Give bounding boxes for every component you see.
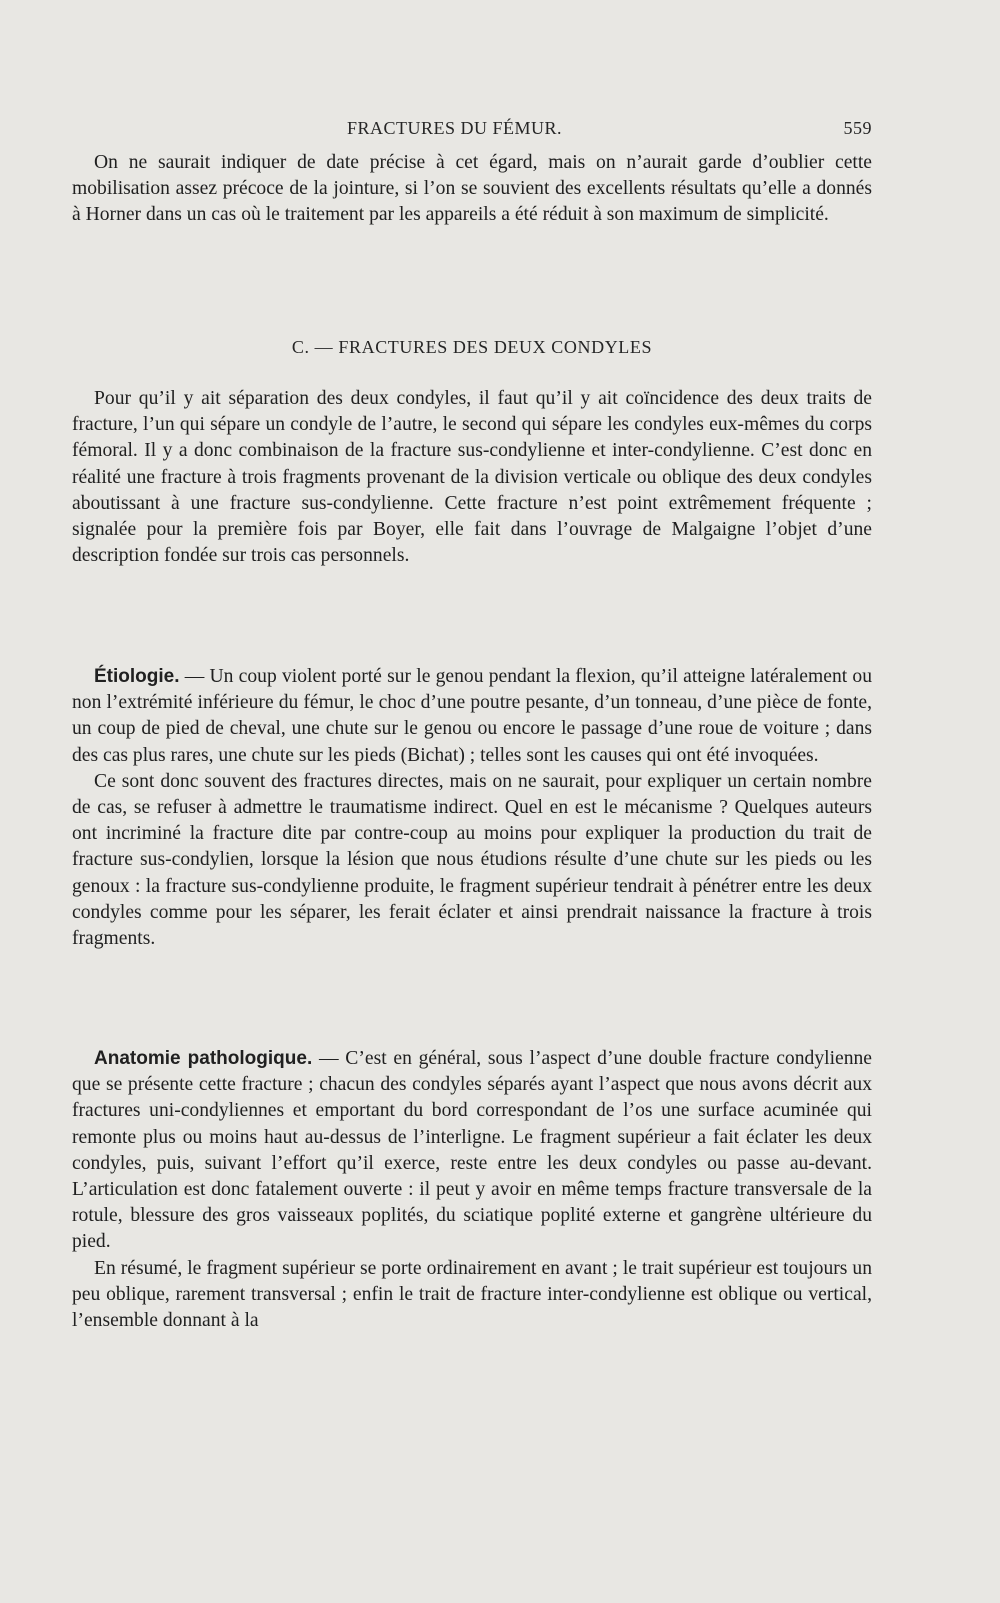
- intro-block: [72, 150, 872, 229]
- anatomie-label: Anatomie pathologique.: [94, 1048, 313, 1069]
- anatomie-text: — C’est en général, sous l’aspect d’une double fracture condylienne que se présente cette fracture ; chacun des condyles séparés ayant l’aspect que nous avons décrit aux fractures uni-condyliennes et emportant du bord correspondant de l’os une surface acuminée qui remonte plus ou moins haut au-dessus de l’interligne. Le fragment supérieur a fait éclater les deux condyles, puis, suivant l’effort qu’il exerce, reste entre les deux condyles ou passe au-devant. L’articulation est donc fatalement ouverte : il peut y avoir en même temps fracture transversale de la rotule, blessure des gros vaisseaux poplités, du sciatique poplité externe et gangrène ultérieure du pied.: [72, 1048, 872, 1253]
- anatomie-section: [72, 1046, 872, 1334]
- section-heading: C. — FRACTURES DES DEUX CONDYLES: [291, 337, 653, 357]
- page-number: 559: [843, 118, 872, 138]
- anatomie-paragraph: [72, 1046, 872, 1256]
- intro-paragraph: On ne saurait indiquer de date précise à cet égard, mais on n’aurait garde d’oublier cette mobilisation assez précoce de la jointure, si l’on se souvient des excellents résultats qu’elle a donnés à Horner dans un cas où le traitement par les appareils a été réduit à son maximum de simplicité.: [72, 152, 872, 226]
- etiologie-section: [72, 664, 872, 952]
- etiologie-text: — Un coup violent porté sur le genou pendant la flexion, qu’il atteigne latéralement ou non l’extrémité inférieure du fémur, le choc d’une poutre pesante, d’un tonneau, d’une pièce de fonte, un coup de pied de cheval, une chute sur le genou ou encore le passage d’une roue de voiture ; dans des cas plus rares, une chute sur les pieds (Bichat) ; telles sont les causes qui ont été invoquées.: [72, 666, 872, 766]
- section-body: [72, 386, 872, 569]
- section-paragraph: Pour qu’il y ait séparation des deux condyles, il faut qu’il y ait coïncidence des deux traits de fracture, l’un qui sépare un condyle de l’autre, le second qui sépare les condyles eux-mêmes du corps fémoral. Il y a donc combinaison de la fracture sus-condylienne et inter-condylienne. C’est donc en réalité une fracture à trois fragments provenant de la division verticale ou oblique des deux condyles aboutissant à une fracture sus-condylienne. Cette fracture n’est point extrêmement fréquente ; signalée pour la première fois par Boyer, elle fait dans l’ouvrage de Malgaigne l’objet d’une description fondée sur trois cas personnels.: [72, 388, 872, 567]
- running-head: [72, 118, 872, 146]
- anatomie-paragraph-2: En résumé, le fragment supérieur se porte ordinairement en avant ; le trait supérieur est toujours un peu oblique, rarement transversal ; enfin le trait de fracture inter-condylienne est oblique ou vertical, l’ensemble donnant à la: [72, 1257, 872, 1332]
- etiologie-paragraph-2: Ce sont donc souvent des fractures directes, mais on ne saurait, pour expliquer un certain nombre de cas, se refuser à admettre le traumatisme indirect. Quel en est le mécanisme ? Quelques auteurs ont incriminé la fracture dite par contre-coup au moins pour expliquer la production du trait de fracture sus-condylien, lorsque la lésion que nous étudions résulte d’une chute sur les pieds ou les genoux : la fracture sus-condylienne produite, le fragment supérieur tendrait à pénétrer entre les deux condyles comme pour les séparer, les ferait éclater et ainsi prendrait naissance la fracture à trois fragments.: [72, 770, 872, 950]
- etiologie-paragraph: [72, 664, 872, 769]
- running-title: FRACTURES DU FÉMUR.: [347, 118, 563, 138]
- etiologie-label: Étiologie.: [94, 666, 180, 687]
